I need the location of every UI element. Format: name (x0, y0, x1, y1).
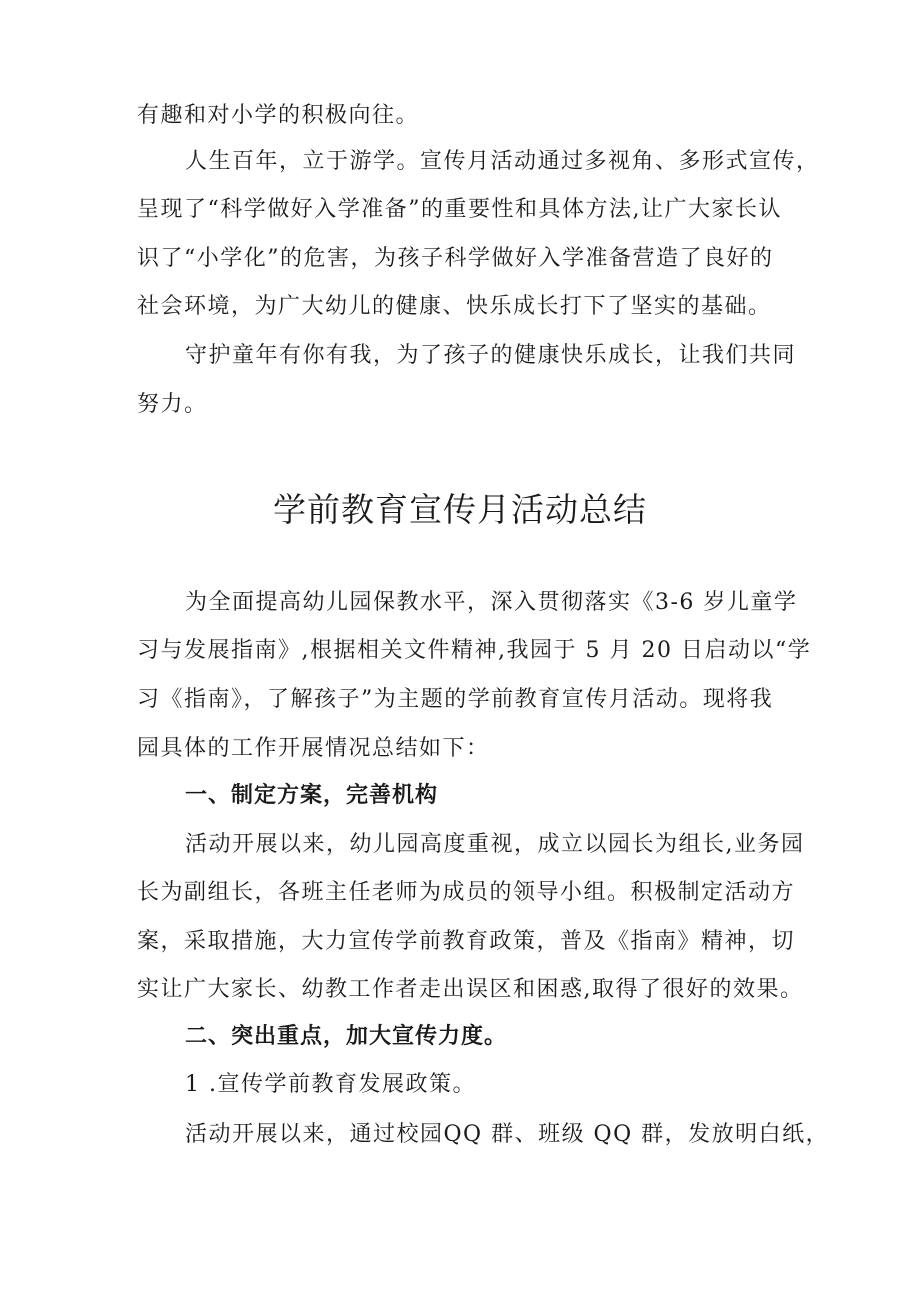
paragraph-line: 长为副组长，各班主任老师为成员的领导小组。积极制定活动方 (137, 880, 796, 905)
paragraph-line: 努力。 (137, 392, 208, 417)
section-heading: 二、突出重点，加大宣传力度。 (185, 1024, 508, 1049)
paragraph-line: 有趣和对小学的积极向往。 (137, 103, 420, 128)
paragraph-line: 活动开展以来，幼儿园高度重视，成立以园长为组长,业务园 (185, 832, 805, 857)
paragraph-line: 守护童年有你有我，为了孩子的健康快乐成长，让我们共同 (185, 343, 797, 368)
paragraph-line: 识了“小学化”的危害，为孩子科学做好入学准备营造了良好的 (137, 246, 774, 271)
subsection-heading: 1 .宣传学前教育发展政策。 (185, 1072, 476, 1097)
paragraph-line: 习与发展指南》,根据相关文件精神,我园于 5 月 20 日启动以“学 (137, 638, 812, 663)
paragraph-line: 活动开展以来，通过校园QQ 群、班级 QQ 群，发放明白纸， (185, 1122, 830, 1147)
article-title: 学前教育宣传月活动总结 (273, 490, 647, 529)
paragraph-line: 园具体的工作开展情况总结如下： (137, 736, 490, 761)
paragraph-line: 为全面提高幼儿园保教水平，深入贯彻落实《3-6 岁儿童学 (185, 590, 798, 615)
paragraph-line: 习《指南》，了解孩子”为主题的学前教育宣传月活动。现将我 (137, 687, 774, 712)
section-heading: 一、制定方案，完善机构 (185, 783, 439, 808)
paragraph-line: 人生百年，立于游学。宣传月活动通过多视角、多形式宣传， (185, 149, 820, 174)
paragraph-line: 实让广大家长、幼教工作者走出误区和困惑,取得了很好的效果。 (137, 977, 804, 1002)
paragraph-line: 呈现了“科学做好入学准备”的重要性和具体方法,让广大家长认 (137, 197, 782, 222)
paragraph-line: 社会环境，为广大幼儿的健康、快乐成长打下了坚实的基础。 (137, 294, 772, 319)
paragraph-line: 案，采取措施，大力宣传学前教育政策，普及《指南》精神，切 (137, 929, 796, 954)
